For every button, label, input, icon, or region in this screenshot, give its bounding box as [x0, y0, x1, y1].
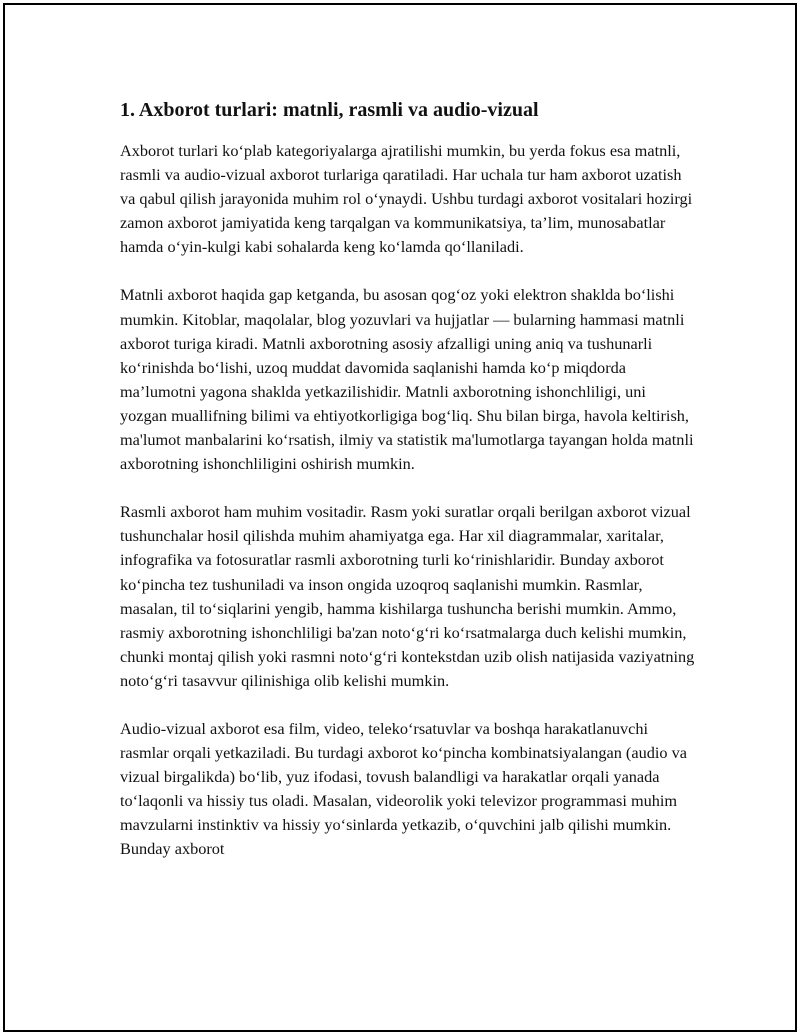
document-page [3, 3, 797, 1032]
paragraph-image-info: Rasmli axborot ham muhim vositadir. Rasm yoki suratlar orqali berilgan axborot vizual tushunchalar hosil qilishda muhim ahamiyatga ega. Har xil diagrammalar, xaritalar, infografika va fotosuratlar rasmli axborotning turli ko‘rinishlaridir. Bunday axborot ko‘pincha tez tushuniladi va inson ongida uzoqroq saqlanishi mumkin. Rasmlar, masalan, til to‘siqlarini yengib, hamma kishilarga tushuncha berishi mumkin. Ammo, rasmiy axborotning ishonchliligi ba'zan noto‘g‘ri ko‘rsatmalarga duch kelishi mumkin, chunki montaj qilish yoki rasmni noto‘g‘ri kontekstdan uzib olish natijasida vaziyatning noto‘g‘ri tasavvur qilinishiga olib kelishi mumkin. [120, 502, 695, 690]
section-heading: 1. Axborot turlari: matnli, rasmli va audio-vizual [120, 99, 539, 121]
paragraph-audio-visual-info: Audio-vizual axborot esa film, video, teleko‘rsatuvlar va boshqa harakatlanuvchi rasmlar orqali yetkaziladi. Bu turdagi axborot ko‘pincha kombinatsiyalangan (audio va vizual birgalikda) bo‘lib, yuz ifodasi, tovush balandligi va harakatlar orqali yanada to‘laqonli va hissiy tus oladi. Masalan, videorolik yoki televizor programmasi muhim mavzularni instinktiv va hissiy yo‘sinlarda yetkazib, o‘quvchini jalb qilishi mumkin. Bunday axborot [120, 718, 687, 859]
paragraph-intro: Axborot turlari ko‘plab kategoriyalarga ajratilishi mumkin, bu yerda fokus esa matnli, rasmli va audio-vizual axborot turlariga qaratiladi. Har uchala tur ham axborot uzatish va qabul qilish jarayonida muhim rol o‘ynaydi. Ushbu turdagi axborot vositalari hozirgi zamon axborot jamiyatida keng tarqalgan va kommunikatsiya, ta’lim, munosabatlar hamda o‘yin-kulgi kabi sohalarda keng ko‘lamda qo‘llaniladi. [120, 141, 693, 257]
paragraph-text-info: Matnli axborot haqida gap ketganda, bu asosan qog‘oz yoki elektron shaklda bo‘lishi mumkin. Kitoblar, maqolalar, blog yozuvlari va hujjatlar — bularning hammasi matnli axborot turiga kiradi. Matnli axborotning asosiy afzalligi uning aniq va tushunarli ko‘rinishda bo‘lishi, uzoq muddat davomida saqlanishi hamda ko‘p miqdorda ma’lumotni yagona shaklda yetkazilishidir. Matnli axborotning ishonchliligi, uni yozgan muallifning bilimi va ehtiyotkorligiga bog‘liq. Shu bilan birga, havola keltirish, ma'lumot manbalarini ko‘rsatish, ilmiy va statistik ma'lumotlarga tayangan holda matnli axborotning ishonchliligini oshirish mumkin. [120, 285, 694, 474]
document-body [120, 98, 695, 886]
